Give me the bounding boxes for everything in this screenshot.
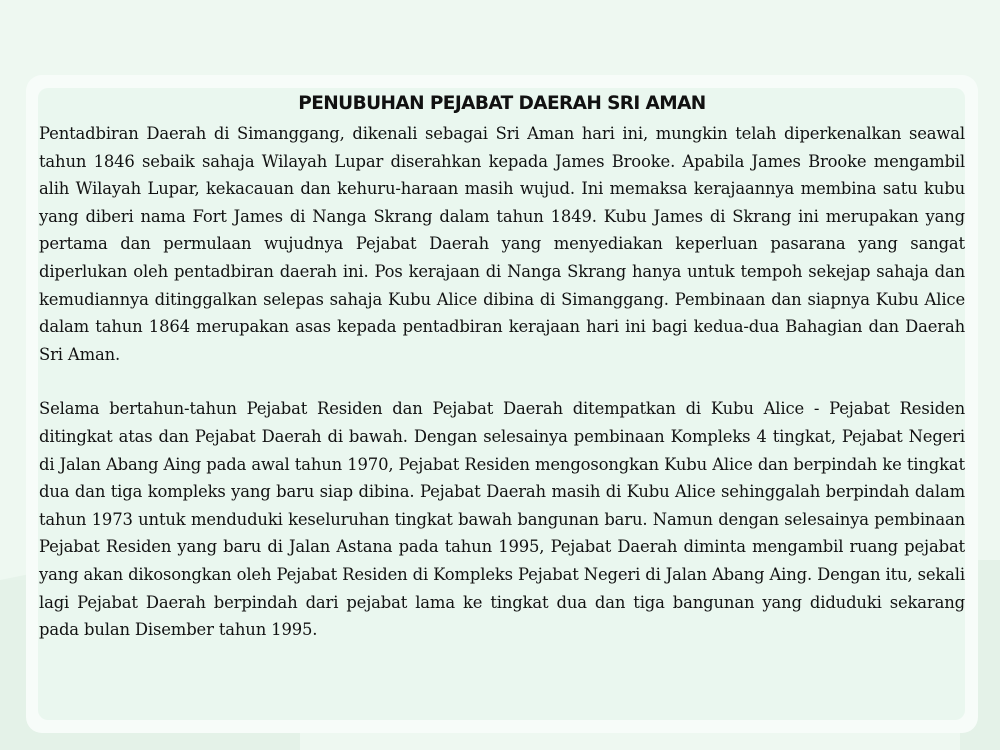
paragraph-1: Pentadbiran Daerah di Simanggang, dikenali sebagai Sri Aman hari ini, mungkin telah diperkenalkan seawal tahun 1846 sebaik sahaja Wilayah Lupar diserahkan kepada James Brooke. Apabila James Brooke mengambil alih Wilayah Lupar, kekacauan dan kehuru-haraan masih wujud. Ini memaksa kerajaannya membina satu kubu yang diberi nama Fort James di Nanga Skrang dalam tahun 1849. Kubu James di Skrang ini merupakan yang pertama dan permulaan wujudnya Pejabat Daerah yang menyediakan keperluan pasarana yang sangat diperlukan oleh pentadbiran daerah ini. Pos kerajaan di Nanga Skrang hanya untuk tempoh sekejap sahaja dan kemudiannya ditinggalkan selepas sahaja Kubu Alice dibina di Simanggang. Pembinaan dan siapnya Kubu Alice dalam tahun 1864 merupakan asas kepada pentadbiran kerajaan hari ini bagi kedua-dua Bahagian dan Daerah Sri Aman. <box>39 124 965 364</box>
article <box>39 91 965 644</box>
paragraph-2: Selama bertahun-tahun Pejabat Residen dan Pejabat Daerah ditempatkan di Kubu Alice - Pejabat Residen ditingkat atas dan Pejabat Daerah di bawah. Dengan selesainya pembinaan Kompleks 4 tingkat, Pejabat Negeri di Jalan Abang Aing pada awal tahun 1970, Pejabat Residen mengosongkan Kubu Alice dan berpindah ke tingkat dua dan tiga kompleks yang baru siap dibina. Pejabat Daerah masih di Kubu Alice sehinggalah berpindah dalam tahun 1973 untuk menduduki keseluruhan tingkat bawah bangunan baru. Namun dengan selesainya pembinaan Pejabat Residen yang baru di Jalan Astana pada tahun 1995, Pejabat Daerah diminta mengambil ruang pejabat yang akan dikosongkan oleh Pejabat Residen di Kompleks Pejabat Negeri di Jalan Abang Aing. Dengan itu, sekali lagi Pejabat Daerah berpindah dari pejabat lama ke tingkat dua dan tiga bangunan yang diduduki sekarang pada bulan Disember tahun 1995. <box>39 399 965 640</box>
article-title: PENUBUHAN PEJABAT DAERAH SRI AMAN <box>298 93 706 114</box>
